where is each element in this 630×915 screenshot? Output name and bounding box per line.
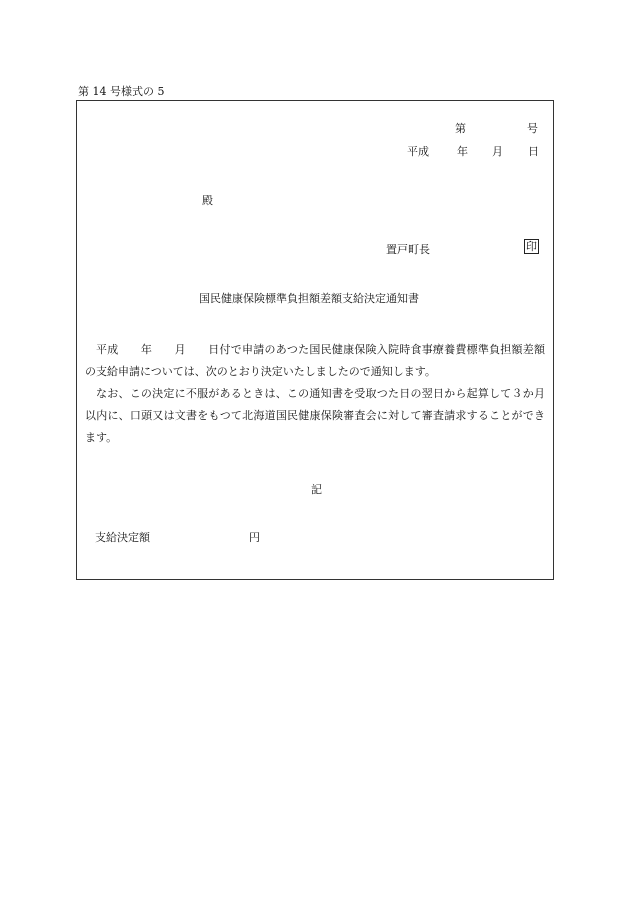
issuer-title: 置戸町長 <box>386 243 430 256</box>
issue-number-go: 号 <box>527 122 538 135</box>
issue-number-dai: 第 <box>455 122 466 135</box>
date-year: 年 <box>457 145 468 158</box>
date-month: 月 <box>492 145 503 158</box>
date-day: 日 <box>528 145 539 158</box>
payment-unit: 円 <box>249 531 260 544</box>
payment-label: 支給決定額 <box>95 531 150 544</box>
form-number: 第 14 号様式の 5 <box>78 85 165 98</box>
body-paragraph-1: 平成 年 月 日付で申請のあつた国民健康保険入院時食事療養費標準負担額差額の支給申請については、次のとおり決定いたしましたので通知します。 <box>85 343 545 378</box>
addressee-honorific: 殿 <box>202 194 213 207</box>
body-paragraph-2: なお、この決定に不服があるときは、この通知書を受取つた日の翌日から起算して３か月以内に、口頭又は文書をもつて北海道国民健康保険審査会に対して審査請求することができます。 <box>85 387 545 444</box>
ki-heading: 記 <box>311 483 322 496</box>
document-title: 国民健康保険標準負担額差額支給決定通知書 <box>199 292 419 305</box>
notice-body <box>85 339 545 449</box>
notice-frame <box>76 100 554 580</box>
seal-mark: 印 <box>526 240 537 253</box>
date-era: 平成 <box>407 145 429 158</box>
